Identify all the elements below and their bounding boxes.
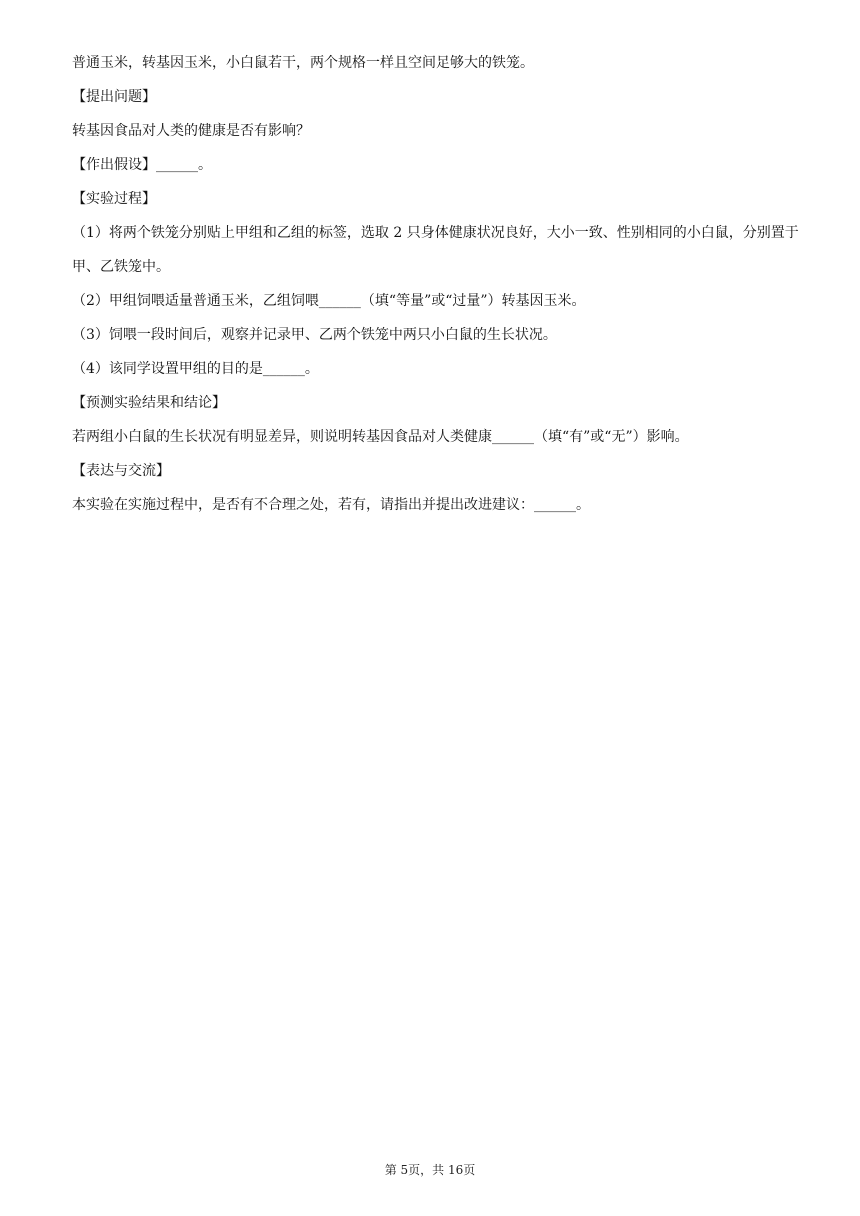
hypothesis-line: 【作出假设】______。 <box>72 157 212 173</box>
section-heading-process: 【实验过程】 <box>72 191 156 207</box>
process-step-4: （4）该同学设置甲组的目的是______。 <box>72 361 319 377</box>
prediction-text: 若两组小白鼠的生长状况有明显差异，则说明转基因食品对人类健康______（填“有”或“无”）影响。 <box>72 429 689 445</box>
discussion-text: 本实验在实施过程中，是否有不合理之处，若有，请指出并提出改进建议：______。 <box>72 497 590 513</box>
process-step-1: （1）将两个铁笼分别贴上甲组和乙组的标签，选取 2 只身体健康状况良好，大小一致、性别相同的小白鼠，分别置于甲、乙铁笼中。 <box>72 225 799 275</box>
section-heading-question: 【提出问题】 <box>72 89 156 105</box>
process-step-3: （3）饲喂一段时间后，观察并记录甲、乙两个铁笼中两只小白鼠的生长状况。 <box>72 327 557 343</box>
section-heading-prediction: 【预测实验结果和结论】 <box>72 395 226 411</box>
page-number-footer: 第 5页，共 16页 <box>384 1163 476 1177</box>
materials-line: 普通玉米，转基因玉米，小白鼠若干，两个规格一样且空间足够大的铁笼。 <box>72 55 534 71</box>
section-heading-discussion: 【表达与交流】 <box>72 463 170 479</box>
question-text: 转基因食品对人类的健康是否有影响？ <box>72 123 310 139</box>
process-step-2: （2）甲组饲喂适量普通玉米，乙组饲喂______（填“等量”或“过量”）转基因玉米。 <box>72 293 586 309</box>
document-body <box>72 46 824 522</box>
